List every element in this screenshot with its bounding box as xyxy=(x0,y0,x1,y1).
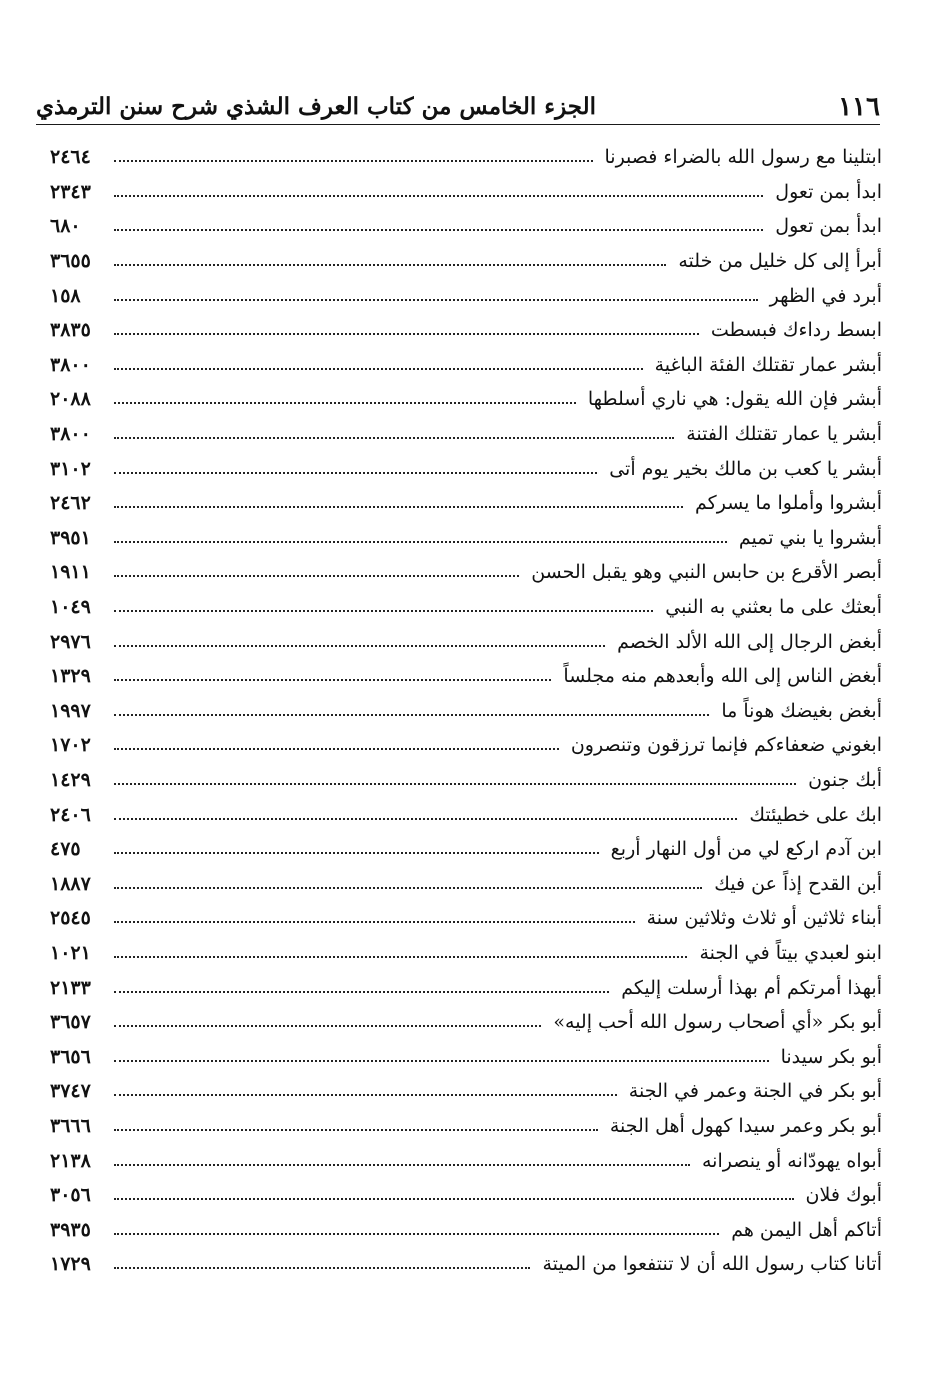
index-entry xyxy=(50,486,882,521)
entry-text: أبو بكر في الجنة وعمر في الجنة xyxy=(628,1080,882,1103)
index-entry xyxy=(50,209,882,244)
index-entry xyxy=(50,832,882,867)
dot-leader xyxy=(114,1198,794,1200)
index-entry xyxy=(50,313,882,348)
entry-text: أبرد في الظهر xyxy=(769,284,882,307)
entry-text: ابدأ بمن تعول xyxy=(775,215,882,238)
entry-text: أبشر يا عمار تقتلك الفتنة xyxy=(686,423,882,446)
entry-text: أبك جنون xyxy=(808,768,882,791)
entry-number: ٣٨٣٥ xyxy=(50,319,91,342)
entry-text: أبشروا وأملوا ما يسركم xyxy=(695,492,882,515)
index-entry xyxy=(50,763,882,798)
index-entry xyxy=(50,1039,882,1074)
dot-leader xyxy=(114,610,653,612)
entry-text: أبشروا يا بني تميم xyxy=(738,526,882,549)
entry-text: أبهذا أمرتكم أم بهذا أرسلت إليكم xyxy=(621,976,882,999)
entry-number: ٣٨٠٠ xyxy=(50,423,91,446)
index-entry xyxy=(50,659,882,694)
dot-leader xyxy=(114,1129,598,1131)
index-entry xyxy=(50,1143,882,1178)
index-entry xyxy=(50,451,882,486)
entry-text: ابتلينا مع رسول الله بالضراء فصبرنا xyxy=(604,146,882,169)
entry-text: أبو بكر وعمر سيدا كهول أهل الجنة xyxy=(609,1114,882,1137)
entry-text: أبواه يهودّانه أو ينصرانه xyxy=(702,1149,882,1172)
dot-leader xyxy=(114,368,643,370)
entry-number: ١٩١١ xyxy=(50,561,91,584)
entry-number: ٣٦٥٦ xyxy=(50,1045,91,1068)
entry-text: ابن آدم اركع لي من أول النهار أربع xyxy=(610,838,882,861)
dot-leader xyxy=(114,818,737,820)
index-entry xyxy=(50,970,882,1005)
entry-text: ابسط رداءك فبسطت xyxy=(710,319,882,342)
index-entry xyxy=(50,140,882,175)
dot-leader xyxy=(114,402,576,404)
running-title: الجزء الخامس من كتاب العرف الشذي شرح سنن الترمذي xyxy=(36,93,597,120)
index-entry xyxy=(50,866,882,901)
dot-leader xyxy=(114,1060,769,1062)
index-entry xyxy=(50,1247,882,1282)
entry-number: ٢١٣٣ xyxy=(50,976,91,999)
entry-text: ابنو لعبدي بيتاً في الجنة xyxy=(699,941,882,964)
entry-number: ١٥٨ xyxy=(50,284,81,307)
dot-leader xyxy=(114,852,599,854)
entry-number: ٢٤٦٢ xyxy=(50,492,91,515)
index-entry xyxy=(50,382,882,417)
entry-number: ١٨٨٧ xyxy=(50,872,91,895)
entry-number: ١٧٢٩ xyxy=(50,1253,91,1276)
dot-leader xyxy=(114,921,635,923)
entry-number: ١٠٢١ xyxy=(50,941,91,964)
entry-number: ٣٠٥٦ xyxy=(50,1184,91,1207)
index-entry xyxy=(50,1109,882,1144)
page-header xyxy=(36,76,880,122)
index-entry xyxy=(50,555,882,590)
index-entry xyxy=(50,694,882,729)
entry-number: ٣٦٥٥ xyxy=(50,250,91,273)
dot-leader xyxy=(114,887,702,889)
entry-text: أبشر يا كعب بن مالك بخير يوم أتى xyxy=(609,457,882,480)
entry-text: أبشر عمار تقتلك الفئة الباغية xyxy=(654,353,882,376)
entry-text: أبغض الرجال إلى الله الألد الخصم xyxy=(617,630,882,653)
index-entry xyxy=(50,797,882,832)
entry-number: ١٣٢٩ xyxy=(50,665,91,688)
index-entry xyxy=(50,348,882,383)
dot-leader xyxy=(114,160,593,162)
dot-leader xyxy=(114,679,551,681)
index-entry xyxy=(50,728,882,763)
entry-text: أبو بكر سيدنا xyxy=(780,1045,882,1068)
entry-number: ٢٠٨٨ xyxy=(50,388,91,411)
entry-text: أبشر فإن الله يقول: هي ناري أسلطها xyxy=(587,388,882,411)
entry-number: ٤٧٥ xyxy=(50,838,81,861)
entry-number: ٢٤٠٦ xyxy=(50,803,91,826)
index-entry xyxy=(50,244,882,279)
dot-leader xyxy=(114,991,609,993)
dot-leader xyxy=(114,333,699,335)
index-entry xyxy=(50,175,882,210)
dot-leader xyxy=(114,541,727,543)
entry-text: أبو بكر «أي أصحاب رسول الله أحب إليه» xyxy=(553,1011,882,1034)
header-rule xyxy=(36,124,880,125)
entry-text: أبصر الأقرع بن حابس النبي وهو يقبل الحسن xyxy=(531,561,882,584)
dot-leader xyxy=(114,575,519,577)
entry-text: أبن القدح إذاً عن فيك xyxy=(714,872,882,895)
index-entry xyxy=(50,417,882,452)
entry-number: ٢٤٦٤ xyxy=(50,146,91,169)
entry-number: ٣٧٤٧ xyxy=(50,1080,91,1103)
entry-text: أبناء ثلاثين أو ثلاث وثلاثين سنة xyxy=(646,907,882,930)
entry-text: أبوك فلان xyxy=(805,1184,882,1207)
entry-number: ١٩٩٧ xyxy=(50,699,91,722)
index-entry xyxy=(50,278,882,313)
entry-number: ٢١٣٨ xyxy=(50,1149,91,1172)
index-entry xyxy=(50,1178,882,1213)
dot-leader xyxy=(114,264,666,266)
index-entry xyxy=(50,624,882,659)
index-entry xyxy=(50,1212,882,1247)
entry-text: ابغوني ضعفاءكم فإنما ترزقون وتنصرون xyxy=(570,734,882,757)
entry-number: ٢٩٧٦ xyxy=(50,630,91,653)
index-entry xyxy=(50,521,882,556)
page-number: ١١٦ xyxy=(838,92,880,122)
dot-leader xyxy=(114,472,597,474)
entry-number: ٣٦٥٧ xyxy=(50,1011,91,1034)
entry-number: ٣٩٣٥ xyxy=(50,1218,91,1241)
index-entry xyxy=(50,1005,882,1040)
entry-number: ٢٥٤٥ xyxy=(50,907,91,930)
dot-leader xyxy=(114,299,758,301)
entry-text: أتانا كتاب رسول الله أن لا تنتفعوا من الميتة xyxy=(542,1253,882,1276)
dot-leader xyxy=(114,1094,617,1096)
entry-text: أبعثك على ما بعثني به النبي xyxy=(665,596,882,619)
hadith-index-list xyxy=(50,140,882,1282)
dot-leader xyxy=(114,1164,690,1166)
entry-text: أبغض الناس إلى الله وأبعدهم منه مجلساً xyxy=(563,665,882,688)
entry-text: ابك على خطيئتك xyxy=(749,803,882,826)
entry-number: ٣٩٥١ xyxy=(50,526,91,549)
entry-number: ٣٦٦٦ xyxy=(50,1114,91,1137)
dot-leader xyxy=(114,645,605,647)
entry-text: ابدأ بمن تعول xyxy=(775,180,882,203)
entry-text: أبغض بغيضك هوناً ما xyxy=(721,699,882,722)
dot-leader xyxy=(114,195,763,197)
dot-leader xyxy=(114,783,796,785)
dot-leader xyxy=(114,1233,719,1235)
entry-number: ١٠٤٩ xyxy=(50,596,91,619)
entry-number: ٦٨٠ xyxy=(50,215,81,238)
entry-number: ١٤٢٩ xyxy=(50,768,91,791)
index-entry xyxy=(50,1074,882,1109)
entry-number: ٣٨٠٠ xyxy=(50,353,91,376)
dot-leader xyxy=(114,229,763,231)
dot-leader xyxy=(114,506,683,508)
index-entry xyxy=(50,936,882,971)
entry-text: أبرأ إلى كل خليل من خلته xyxy=(678,250,882,273)
entry-number: ٢٣٤٣ xyxy=(50,180,91,203)
entry-number: ١٧٠٢ xyxy=(50,734,91,757)
entry-number: ٣١٠٢ xyxy=(50,457,91,480)
dot-leader xyxy=(114,714,709,716)
dot-leader xyxy=(114,1267,530,1269)
dot-leader xyxy=(114,748,559,750)
entry-text: أتاكم أهل اليمن هم xyxy=(731,1218,882,1241)
index-entry xyxy=(50,901,882,936)
dot-leader xyxy=(114,1025,541,1027)
dot-leader xyxy=(114,956,687,958)
dot-leader xyxy=(114,437,674,439)
index-entry xyxy=(50,590,882,625)
